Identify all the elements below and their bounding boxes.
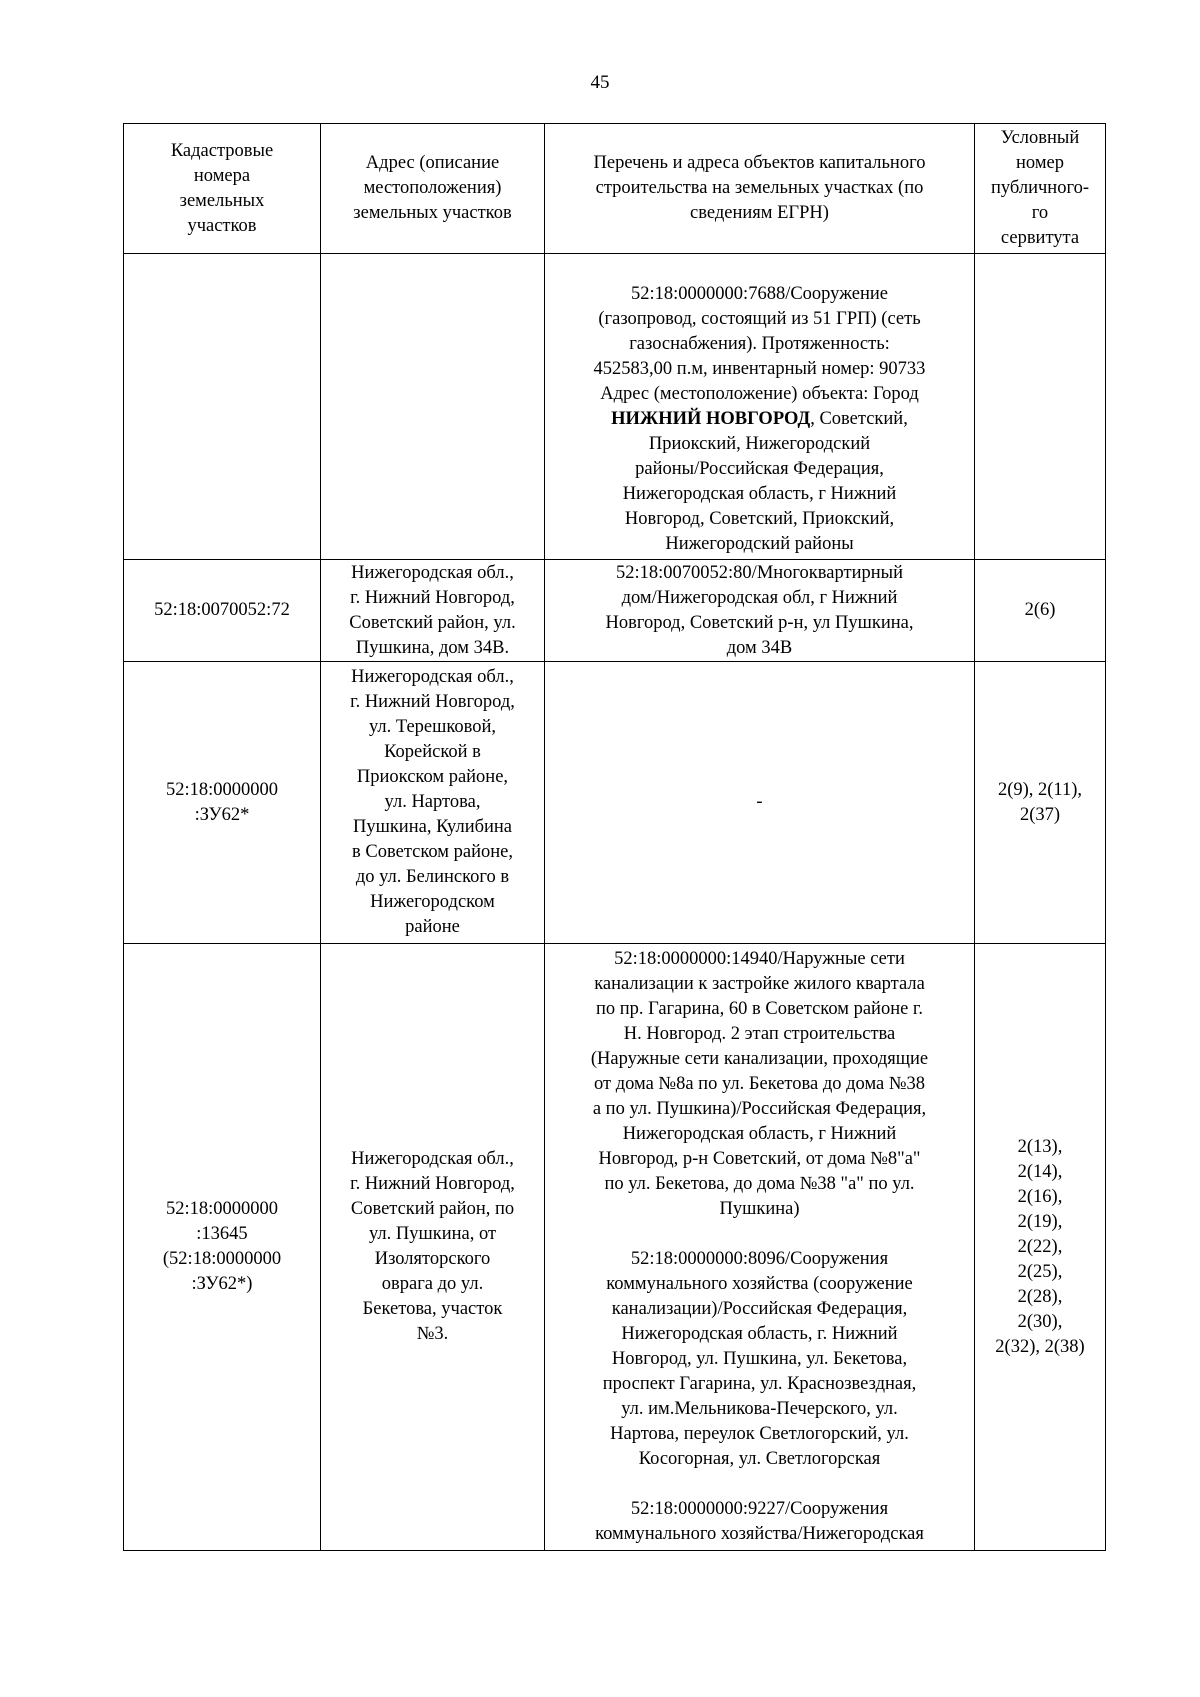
header-cadastral-numbers: Кадастровые номера земельных участков: [124, 124, 321, 254]
cell-objects: 52:18:0070052:80/Многоквартирный дом/Нижегородская обл, г Нижний Новгород, Советский р-н, ул Пушкина, дом 34В: [545, 560, 975, 662]
cell-servitude: 2(9), 2(11), 2(37): [975, 662, 1106, 944]
cell-cadastral: [124, 254, 321, 560]
cell-objects: -: [545, 662, 975, 944]
cell-cadastral: 52:18:0000000 :ЗУ62*: [124, 662, 321, 944]
cell-servitude: 2(13), 2(14), 2(16), 2(19), 2(22), 2(25), 2(28), 2(30), 2(32), 2(38): [975, 944, 1106, 1551]
cell-cadastral: 52:18:0070052:72: [124, 560, 321, 662]
table-row: [124, 944, 1106, 1551]
cell-servitude: 2(6): [975, 560, 1106, 662]
cell-cadastral: 52:18:0000000 :13645 (52:18:0000000 :ЗУ62*): [124, 944, 321, 1551]
objects-text-bold: НИЖНИЙ НОВГОРОД: [611, 408, 811, 429]
header-servitude-number: Условный номер публичного- го сервитута: [975, 124, 1106, 254]
cell-objects: [545, 944, 975, 1551]
cell-servitude: [975, 254, 1106, 560]
cell-address: Нижегородская обл., г. Нижний Новгород, ул. Терешковой, Корейской в Приокском районе, ул. Нартова, Пушкина, Кулибина в Советском районе, до ул. Белинского в Нижегородском районе: [321, 662, 545, 944]
header-address: Адрес (описание местоположения) земельных участков: [321, 124, 545, 254]
table-row: [124, 662, 1106, 944]
objects-paragraph: 52:18:0000000:8096/Сооружения коммунального хозяйства (сооружение канализации)/Российская Федерация, Нижегородская область, г. Нижний Новгород, ул. Пушкина, ул. Бекетова, проспект Гагарина, ул. Краснозвездная, ул. им.Мельникова-Печерского, ул. Нартова, переулок Светлогорский, ул. Косогорная, ул. Светлогорская: [602, 1249, 917, 1469]
cell-objects: [545, 254, 975, 560]
objects-text: 52:18:0000000:7688/Сооружение (газопровод, состоящий из 51 ГРП) (сеть газоснабжения). Протяженность: 452583,00 п.м, инвентарный номер: 90733 Адрес (местоположение) объекта: Город: [593, 283, 926, 404]
cell-address: Нижегородская обл., г. Нижний Новгород, Советский район, по ул. Пушкина, от Изоляторского оврага до ул. Бекетова, участок №3.: [321, 944, 545, 1551]
objects-paragraph: 52:18:0000000:9227/Сооружения коммунального хозяйства/Нижегородская: [595, 1499, 924, 1544]
table-row: [124, 560, 1106, 662]
paragraph-spacer: [550, 1472, 969, 1497]
land-plots-table: [123, 123, 1106, 1551]
cell-address: [321, 254, 545, 560]
paragraph-spacer: [550, 1222, 969, 1247]
table-row: [124, 254, 1106, 560]
header-capital-objects: Перечень и адреса объектов капитального строительства на земельных участках (по сведениям ЕГРН): [545, 124, 975, 254]
cell-address: Нижегородская обл., г. Нижний Новгород, Советский район, ул. Пушкина, дом 34В.: [321, 560, 545, 662]
table-header-row: [124, 124, 1106, 254]
objects-text-continued: , Советский, Приокский, Нижегородский районы/Российская Федерация, Нижегородская область, г Нижний Новгород, Советский, Приокский, Нижегородский районы: [622, 408, 908, 554]
objects-paragraph: 52:18:0000000:14940/Наружные сети канализации к застройке жилого квартала по пр. Гагарина, 60 в Советском районе г. Н. Новгород. 2 этап строительства (Наружные сети канализации, проходящие от дома №8а по ул. Бекетова до дома №38 а по ул. Пушкина)/Российская Федерация, Нижегородская область, г Нижний Новгород, р-н Советский, от дома №8"а" по ул. Бекетова, до дома №38 "а" по ул. Пушкина): [590, 949, 929, 1219]
page-number: 45: [590, 72, 610, 93]
